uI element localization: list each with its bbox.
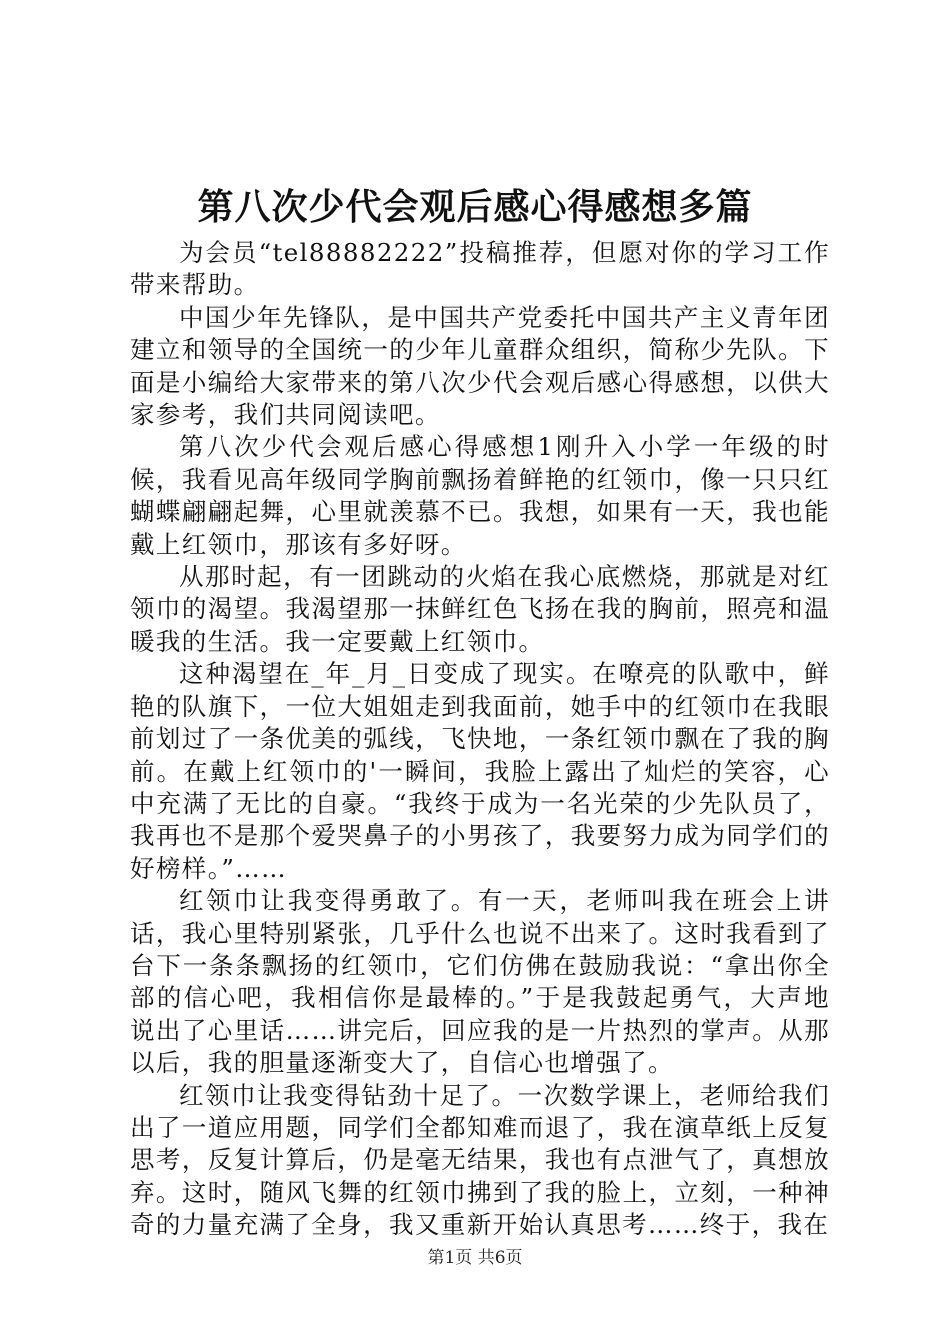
paragraph: 这种渴望在_年_月_日变成了现实。在嘹亮的队歌中，鲜艳的队旗下，一位大姐姐走到我面前，她手中的红领巾在我眼前划过了一条优美的弧线，飞快地，一条红领巾飘在了我的胸前。在戴上红领巾的'一瞬间，我脸上露出了灿烂的笑容，心中充满了无比的自豪。“我终于成为一名光荣的少先队员了，我再也不是那个爱哭鼻子的小男孩了，我要努力成为同学们的好榜样。”…… [130, 659, 830, 883]
document-title: 第八次少代会观后感心得感想多篇 [197, 186, 753, 228]
paragraph: 为会员“tel88882222”投稿推荐，但愿对你的学习工作带来帮助。 [130, 238, 830, 300]
document-body [130, 237, 830, 1242]
paragraph: 从那时起，有一团跳动的火焰在我心底燃烧，那就是对红领巾的渴望。我渴望那一抹鲜红色飞扬在我的胸前，照亮和温暖我的生活。我一定要戴上红领巾。 [130, 562, 830, 656]
paragraph: 红领巾让我变得勇敢了。有一天，老师叫我在班会上讲话，我心里特别紧张，几乎什么也说不出来了。这时我看到了台下一条条飘扬的红领巾，它们仿佛在鼓励我说：“拿出你全部的信心吧，我相信你是最棒的。”于是我鼓起勇气，大声地说出了心里话……讲完后，回应我的是一片热烈的掌声。从那以后，我的胆量逐渐变大了，自信心也增强了。 [130, 886, 830, 1078]
paragraph: 中国少年先锋队，是中国共产党委托中国共产主义青年团建立和领导的全国统一的少年儿童群众组织，简称少先队。下面是小编给大家带来的第八次少代会观后感心得感想，以供大家参考，我们共同阅读吧。 [130, 302, 830, 430]
page-footer: 第1页 共6页 [427, 1248, 523, 1268]
paragraph: 红领巾让我变得钻劲十足了。一次数学课上，老师给我们出了一道应用题，同学们全都知难而退了，我在演草纸上反复思考，反复计算后，仍是毫无结果，我也有点泄气了，真想放弃。这时，随风飞舞的红领巾拂到了我的脸上，立刻，一种神奇的力量充满了全身，我又重新开始认真思考……终于，我在 [130, 1080, 830, 1240]
paragraph: 第八次少代会观后感心得感想1刚升入小学一年级的时候，我看见高年级同学胸前飘扬着鲜艳的红领巾，像一只只红蝴蝶翩翩起舞，心里就羡慕不已。我想，如果有一天，我也能戴上红领巾，那该有多好呀。 [130, 432, 830, 559]
